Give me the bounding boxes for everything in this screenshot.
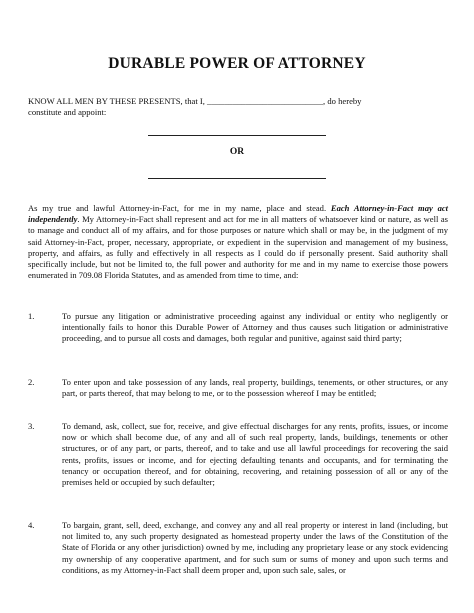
list-item-text: To bargain, grant, sell, deed, exchange, and convey any and all real property or interest in land (including, but not limited to, any such property designated as homestead property under the laws of the Constitution of the State of Florida or any other jurisdiction) owned by me, including any proprietary lease or any stock evidencing my ownership of any cooperative apartment, and for such sum or sums of money and upon such terms and conditions, as my Attorney-in-Fact shall deem proper and, upon such sale, sales, or <box>62 520 448 575</box>
intro-line-1: KNOW ALL MEN BY THESE PRESENTS, that I, ___________________________, do hereby <box>28 96 362 106</box>
appointment-paragraph <box>28 203 448 281</box>
list-item-text: To pursue any litigation or administrative proceeding against any individual or entity who negligently or intentionally fails to honor this Durable Power of Attorney and thus causes such litigation or administrative proceeding, and to pursue all costs and damages, both regular and punitive, against said third party; <box>62 311 448 344</box>
list-item-text: To demand, ask, collect, sue for, receive, and give effectual discharges for any rents, profits, issues, or income now or which shall become due, of any and all of such real property, lands, buildings, tenements or other structures, or of any part, or parts, thereof, and to take and use all lawful proceedings for recovering the said rents, profits, issues or income, and for ejecting defaulting tenants and occupants, and for terminating the tenancy or occupation thereof, and for obtaining, recovering, and retaining possession of all or any of the premises held or occupied by such defaulter; <box>62 421 448 488</box>
list-item-number: 2. <box>28 377 35 387</box>
appointment-emphasis: Each Attorney-in-Fact may act independently <box>28 203 449 225</box>
attorney-name-line-1 <box>148 135 326 136</box>
list-item-number: 3. <box>28 421 35 431</box>
or-label: OR <box>229 147 245 157</box>
appointment-text-start: As my true and lawful Attorney-in-Fact, for me in my name, place and stead. <box>28 203 331 213</box>
list-item-number: 4. <box>28 520 35 530</box>
list-item-text: To enter upon and take possession of any lands, real property, buildings, tenements, or other structures, or any part, or parts thereof, that may belong to me, or to the possession whereof I may be entitled; <box>62 377 448 399</box>
intro-line-2: constitute and appoint: <box>28 107 107 117</box>
appointment-text-rest: . My Attorney-in-Fact shall represent and act for me in all matters of whatsoever kind or nature, as well as to manage and conduct all of my affairs, and for those purposes or nature which shall or may be, in the judgment of my said Attorney-in-Fact, proper, necessary, appropriate, or expedient in the supervision and management of my business, property, and affairs, as fully and effectively in all respects as I could do if personally present. Said authority shall specifically include, but not be limited to, the full power and authority for me and in my name to exercise those powers enumerated in 709.08 Florida Statutes, and as amended from time to time, and: <box>28 214 448 281</box>
attorney-name-line-2 <box>148 178 326 179</box>
list-item-number: 1. <box>28 311 35 321</box>
document-title: DURABLE POWER OF ATTORNEY <box>108 55 366 72</box>
